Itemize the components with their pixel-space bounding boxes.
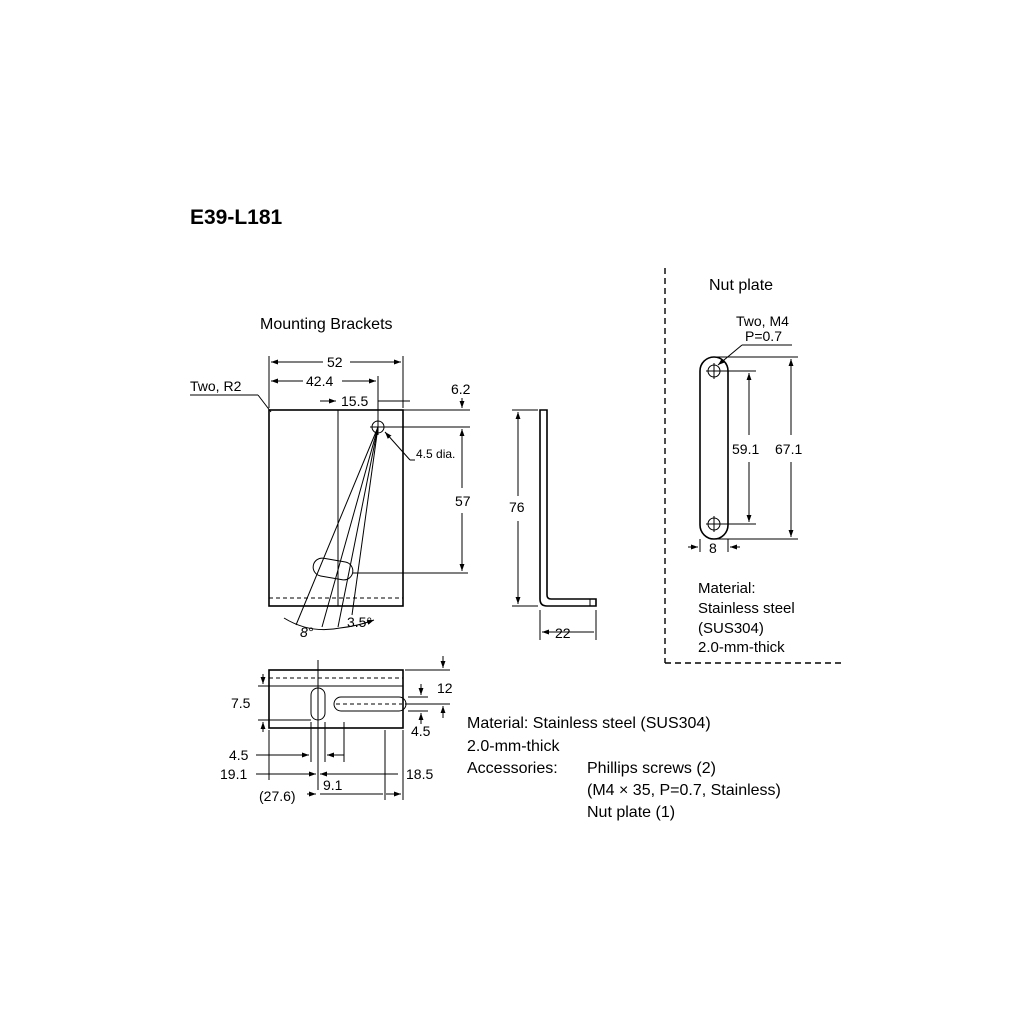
dim-9-1: 9.1 — [323, 777, 343, 793]
thread-note-line2: P=0.7 — [745, 328, 782, 344]
dim-4-5-left: 4.5 — [229, 747, 249, 763]
spec-accessories-label: Accessories: — [467, 760, 558, 777]
dim-76: 76 — [509, 499, 525, 515]
dim-59-1: 59.1 — [732, 441, 760, 457]
mounting-brackets-label: Mounting Brackets — [260, 316, 393, 333]
spec-block — [467, 715, 781, 821]
angle-8: 8° — [300, 624, 314, 640]
angle-3-5: 3.5° — [347, 614, 373, 630]
spec-accessory-item: (M4 × 35, P=0.7, Stainless) — [587, 782, 781, 799]
dim-8: 8 — [709, 540, 717, 556]
bracket-side-view — [540, 410, 596, 606]
dim-6-2: 6.2 — [451, 381, 471, 397]
dim-19-1: 19.1 — [220, 766, 248, 782]
nut-plate — [700, 357, 728, 539]
nut-material-line: (SUS304) — [698, 620, 764, 637]
hole-diameter-note: 4.5 dia. — [416, 447, 456, 461]
corner-radius-note: Two, R2 — [190, 378, 242, 394]
spec-thickness: 2.0-mm-thick — [467, 738, 560, 755]
dim-67-1: 67.1 — [775, 441, 803, 457]
dim-57: 57 — [455, 493, 471, 509]
dim-7-5: 7.5 — [231, 695, 251, 711]
thread-note-line1: Two, M4 — [736, 313, 789, 329]
dim-12: 12 — [437, 680, 453, 696]
dim-22: 22 — [555, 625, 571, 641]
spec-accessory-item: Phillips screws (2) — [587, 760, 716, 777]
dim-15-5: 15.5 — [341, 393, 369, 409]
dim-18-5: 18.5 — [406, 766, 434, 782]
nut-material-line: Stainless steel — [698, 600, 795, 617]
dim-27-6: (27.6) — [259, 788, 296, 804]
product-title: E39-L181 — [190, 206, 283, 229]
dim-42-4: 42.4 — [306, 373, 334, 389]
nut-material-line: Material: — [698, 580, 756, 597]
dim-52: 52 — [327, 354, 343, 370]
nut-material-line: 2.0-mm-thick — [698, 639, 785, 656]
bracket-front-view — [269, 410, 403, 630]
dim-4-5-right: 4.5 — [411, 723, 431, 739]
spec-material: Material: Stainless steel (SUS304) — [467, 715, 711, 732]
spec-accessory-item: Nut plate (1) — [587, 804, 676, 821]
nut-plate-label: Nut plate — [709, 277, 774, 294]
